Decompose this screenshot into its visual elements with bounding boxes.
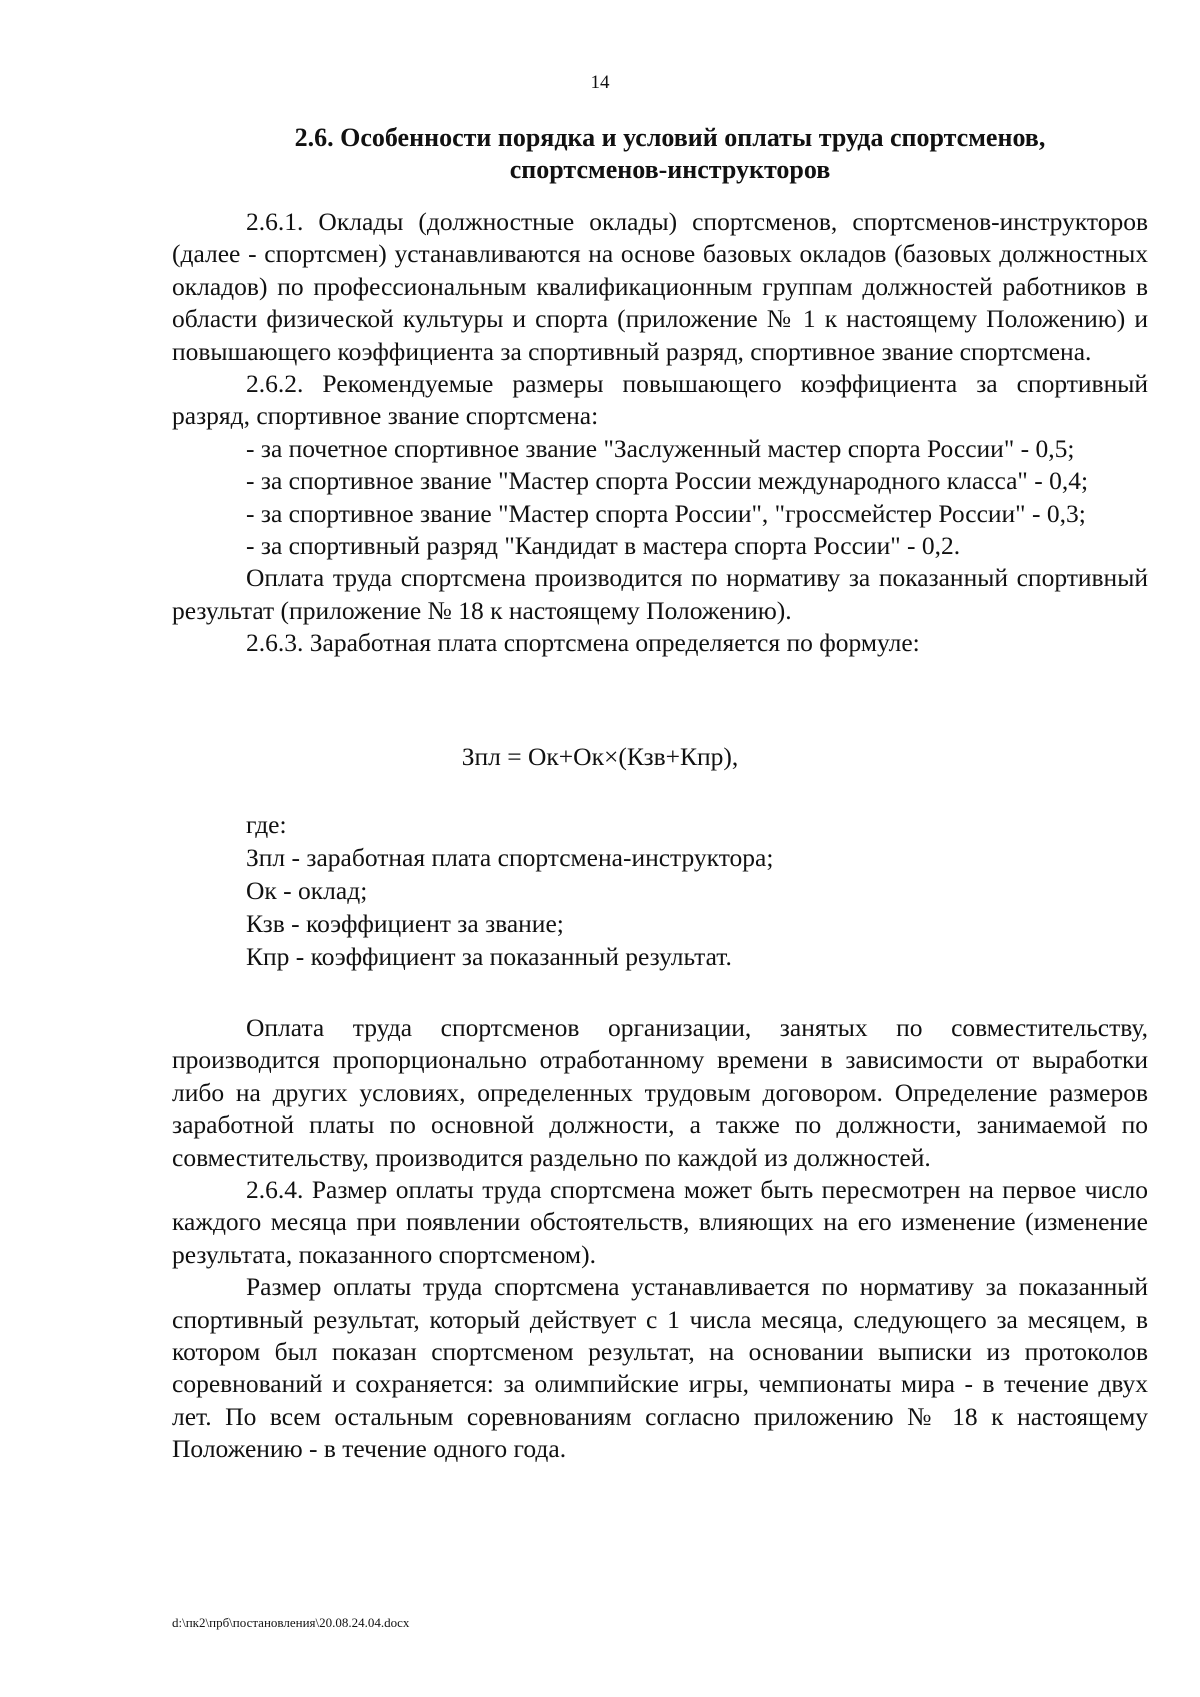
formula-definitions xyxy=(246,808,773,973)
page-number: 14 xyxy=(590,72,610,93)
coefficient-list-item: - за почетное спортивное звание "Заслуженный мастер спорта России" - 0,5; xyxy=(246,433,1075,463)
definition-line: Кзв - коэффициент за звание; xyxy=(246,909,564,938)
salary-formula: Зпл = Ок+Ок×(Кзв+Кпр), xyxy=(461,742,739,771)
coefficient-list-item: - за спортивное звание "Мастер спорта России международного класса" - 0,4; xyxy=(246,466,1089,496)
section-title-line-1: 2.6. Особенности порядка и условий оплаты труда спортсменов, xyxy=(294,123,1046,152)
footer-file-path: d:\пк2\прб\постановления\20.08.24.04.docx xyxy=(172,1615,410,1630)
coefficient-list-item: - за спортивное звание "Мастер спорта России", "гроссмейстер России" - 0,3; xyxy=(246,498,1086,528)
definition-line: Кпр - коэффициент за показанный результат. xyxy=(246,942,732,971)
definition-line: Ок - оклад; xyxy=(246,876,368,905)
paragraph-2-6-2: 2.6.2. Рекомендуемые размеры повышающего коэффициента за спортивный разряд, спортивное звание спортсмена: xyxy=(172,369,1148,431)
coefficient-list-item: - за спортивный разряд "Кандидат в мастера спорта России" - 0,2. xyxy=(246,531,961,561)
definition-line: где: xyxy=(246,810,287,839)
paragraph-2-6-1: 2.6.1. Оклады (должностные оклады) спортсменов, спортсменов-инструкторов (далее - спортсмен) устанавливаются на основе базовых окладов (базовых должностных окладов) по профессиональным квалификационным группам должностей работников в области физической культуры и спорта (приложение № 1 к настоящему Положению) и повышающего коэффициента за спортивный разряд, спортивное звание спортсмена. xyxy=(172,207,1148,366)
section-title-line-2: спортсменов-инструкторов xyxy=(509,155,831,184)
paragraph-payment: Оплата труда спортсмена производится по нормативу за показанный спортивный результат (приложение № 18 к настоящему Положению). xyxy=(172,563,1148,625)
paragraph-norm: Размер оплаты труда спортсмена устанавливается по нормативу за показанный спортивный результат, который действует с 1 числа месяца, следующего за месяцем, в котором был показан спортсменом результат, на основании выписки из протоколов соревнований и сохраняется: за олимпийские игры, чемпионаты мира - в течение двух лет. По всем остальным соревнованиям согласно приложению № 18 к настоящему Положению - в течение одного года. xyxy=(172,1272,1148,1464)
paragraph-combination: Оплата труда спортсменов организации, занятых по совместительству, производится пропорционально отработанному времени в зависимости от выработки либо на других условиях, определенных трудовым договором. Определение размеров заработной платы по основной должности, а также по должности, занимаемой по совместительству, производится раздельно по каждой из должностей. xyxy=(172,1013,1148,1172)
body-block-2 xyxy=(172,1012,1148,1466)
definition-line: Зпл - заработная плата спортсмена-инструктора; xyxy=(246,843,774,872)
body-block-1 xyxy=(172,206,1148,660)
paragraph-2-6-4: 2.6.4. Размер оплаты труда спортсмена может быть пересмотрен на первое число каждого месяца при появлении обстоятельств, влияющих на его изменение (изменение результата, показанного спортсменом). xyxy=(172,1175,1148,1269)
section-title xyxy=(170,122,1170,186)
paragraph-2-6-3: 2.6.3. Заработная плата спортсмена определяется по формуле: xyxy=(246,628,920,658)
